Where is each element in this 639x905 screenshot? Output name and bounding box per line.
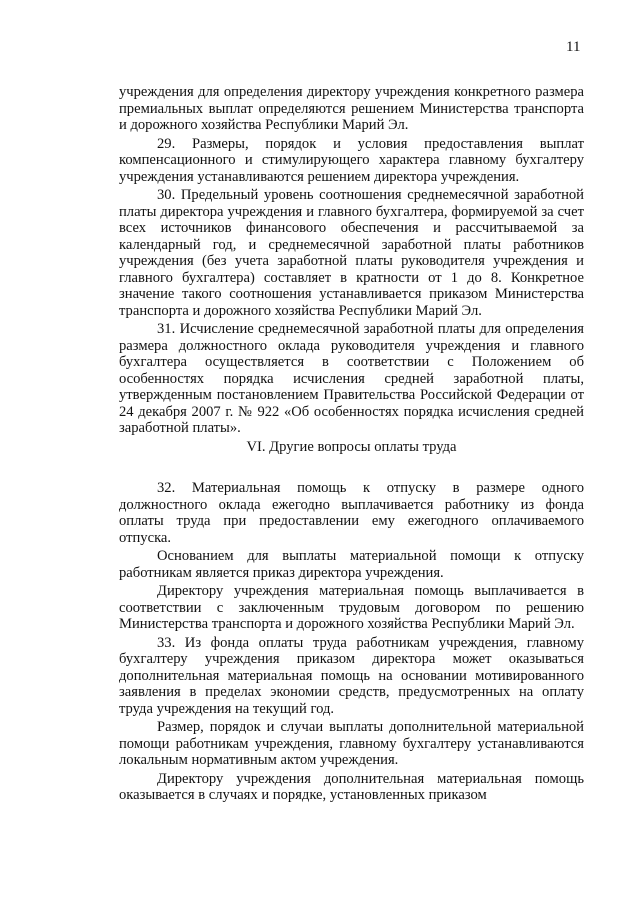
paragraph-32-basis: Основанием для выплаты материальной помощи к отпуску работникам является приказ директора учреждения. [119, 548, 584, 581]
document-body [119, 84, 584, 804]
paragraph-30: 30. Предельный уровень соотношения среднемесячной заработной платы директора учреждения и главного бухгалтера, формируемой за счет всех источников финансового обеспечения и рассчитываемой за календарный год, и среднемесячной заработной платы работников учреждения (без учета заработной платы руководителя учреждения и главного бухгалтера) составляет в кратности от 1 до 8. Конкретное значение такого соотношения устанавливается приказом Министерства транспорта и дорожного хозяйства Республики Марий Эл. [119, 187, 584, 319]
paragraph-32: 32. Материальная помощь к отпуску в размере одного должностного оклада ежегодно выплачивается работнику из фонда оплаты труда при предоставлении ему ежегодного оплачиваемого отпуска. [119, 480, 584, 546]
paragraph-28-continuation: учреждения для определения директору учреждения конкретного размера премиальных выплат определяются решением Министерства транспорта и дорожного хозяйства Республики Марий Эл. [119, 84, 584, 133]
section-heading: VI. Другие вопросы оплаты труда [246, 438, 457, 455]
paragraph-33-order: Размер, порядок и случаи выплаты дополнительной материальной помощи работникам учреждения, главному бухгалтеру устанавливаются локальным нормативным актом учреждения. [119, 719, 584, 768]
paragraph-29: 29. Размеры, порядок и условия предоставления выплат компенсационного и стимулирующего характера главному бухгалтеру учреждения устанавливаются решением директора учреждения. [119, 135, 584, 185]
paragraph-32-director: Директору учреждения материальная помощь выплачивается в соответствии с заключенным трудовым договором по решению Министерства транспорта и дорожного хозяйства Республики Марий Эл. [119, 583, 584, 632]
page-number: 11 [566, 39, 581, 55]
paragraph-31: 31. Исчисление среднемесячной заработной платы для определения размера должностного оклада руководителя учреждения и главного бухгалтера осуществляется в соответствии с Положением об особенностях порядка исчисления средней заработной платы, утвержденным постановлением Правительства Российской Федерации от 24 декабря 2007 г. № 922 «Об особенностях порядка исчисления средней заработной платы». [119, 321, 584, 436]
paragraph-33-director: Директору учреждения дополнительная материальная помощь оказывается в случаях и порядке, установленных приказом [119, 770, 584, 803]
paragraph-33: 33. Из фонда оплаты труда работникам учреждения, главному бухгалтеру учреждения приказом директора может оказываться дополнительная материальная помощь на основании мотивированного заявления в пределах экономии средств, предусмотренных на оплату труда учреждения на текущий год. [119, 634, 584, 717]
